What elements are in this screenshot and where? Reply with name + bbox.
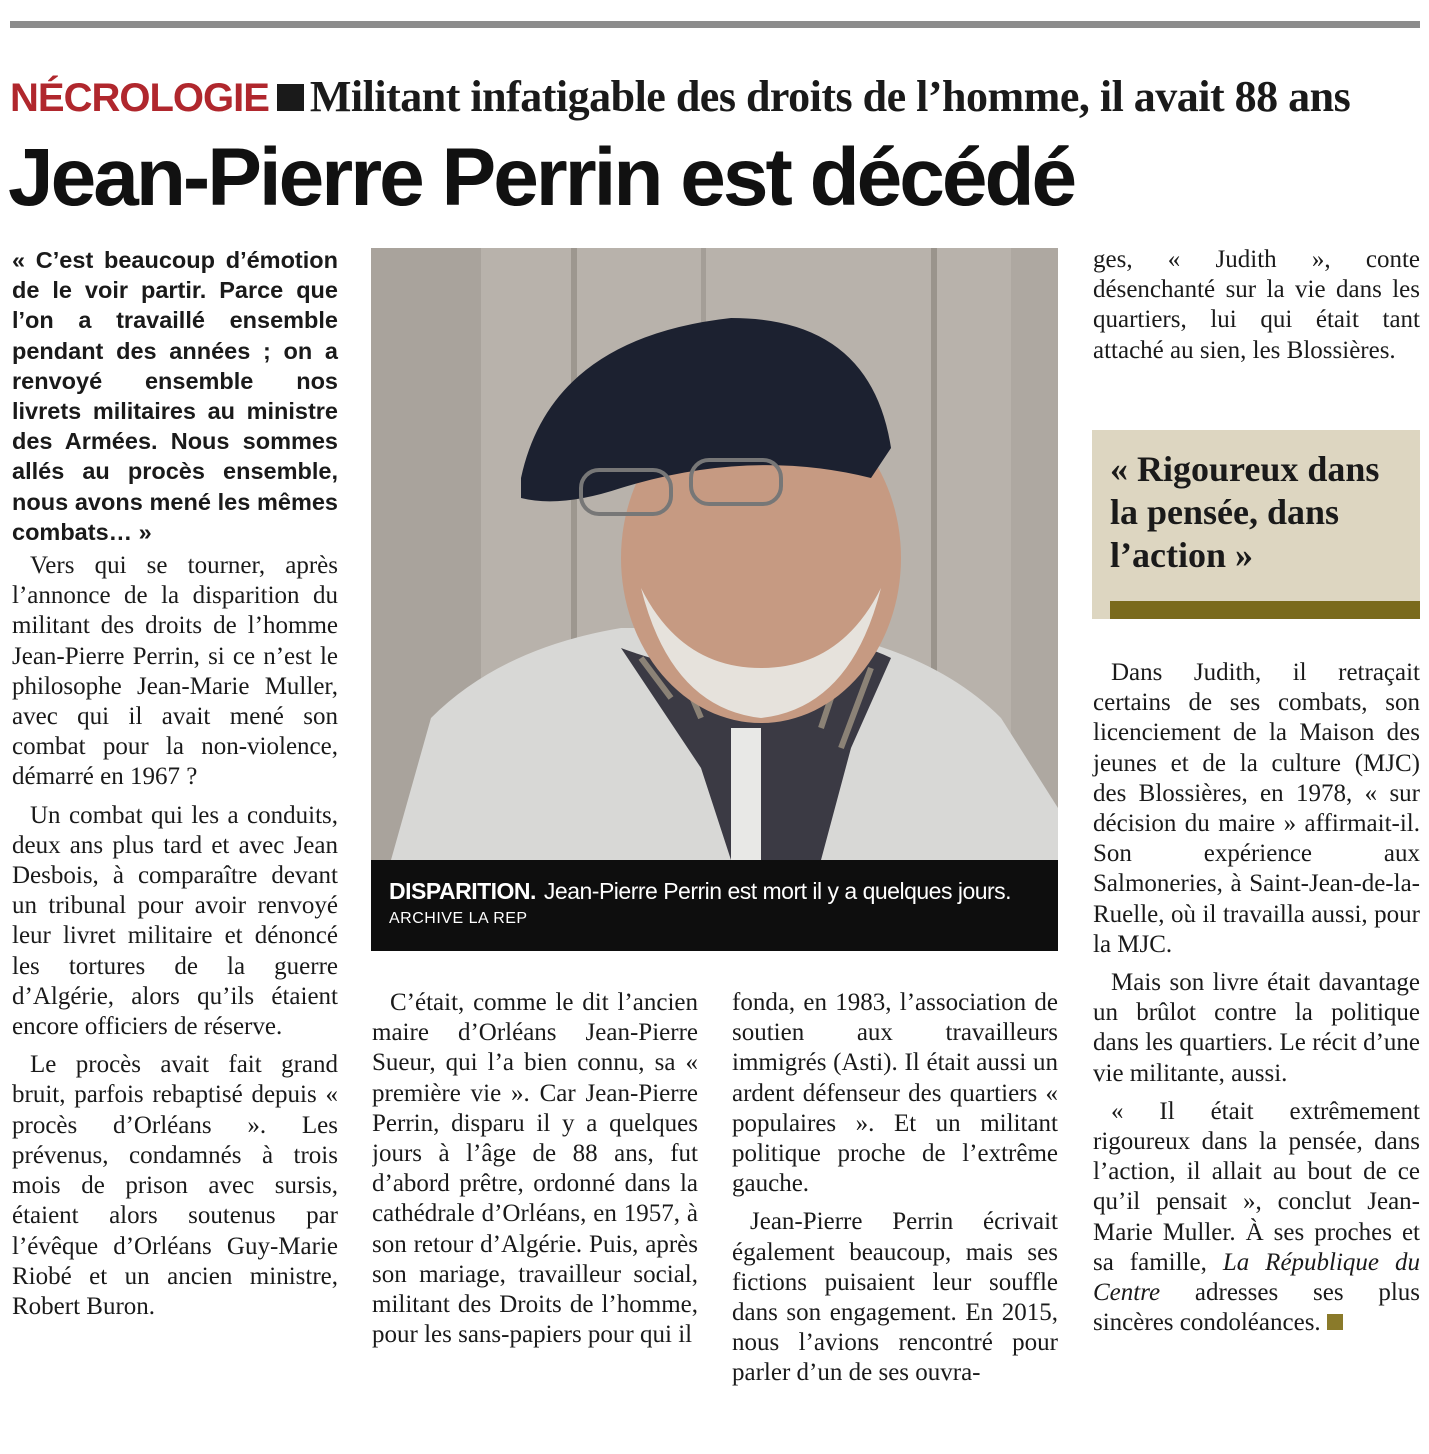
paragraph: fonda, en 1983, l’association de soutien aux travailleurs immigrés (Asti). Il était aussi un ardent défenseur des quartiers « populaires ». Et un militant politique proche de l’extrême gauche. <box>732 989 1058 1198</box>
square-bullet-icon <box>277 84 304 111</box>
caption-text: Jean-Pierre Perrin est mort il y a quelques jours. <box>543 878 1012 904</box>
caption-line <box>389 876 1049 906</box>
column-3 <box>732 988 1058 1448</box>
paragraph: C’était, comme le dit l’ancien maire d’Orléans Jean-Pierre Sueur, qui l’a bien connu, sa « première vie ». Car Jean-Pierre Perrin, disparu il y a quelques jours à l’âge de 88 ans, fut d’abord prêtre, ordonné dans la cathédrale d’Orléans, en 1957, à son retour d’Algérie. Puis, après son mariage, travailleur social, militant des Droits de l’homme, pour les sans-papiers pour qui il <box>372 989 698 1349</box>
photo-caption <box>389 876 1049 932</box>
column-4-top <box>1093 245 1420 374</box>
paragraph: Vers qui se tourner, après l’annonce de la disparition du militant des droits de l’homme Jean-Pierre Perrin, si ce n’est le philosophe Jean-Marie Muller, avec qui il avait mené son combat pour la non-violence, démarré en 1967 ? <box>12 552 338 791</box>
pull-quote <box>1092 430 1420 619</box>
photo-credit: ARCHIVE LA REP <box>389 910 528 927</box>
kicker-line <box>10 70 1420 134</box>
pull-quote-text: « Rigoureux dans la pensée, dans l’action » <box>1110 449 1380 575</box>
newspaper-name: La République du Centre <box>1093 1248 1420 1307</box>
caption-label: DISPARITION. <box>389 878 536 904</box>
column-4-bottom <box>1093 658 1420 1346</box>
portrait-illustration <box>371 248 1058 951</box>
rubric-label: NÉCROLOGIE <box>10 76 269 120</box>
paragraph: Dans Judith, il retraçait certains de ses combats, son licenciement de la Maison des jeunes et de la culture (MJC) des Blossières, en 1978, « sur décision du maire » affirmait-il. Son expérience aux Salmoneries, à Saint-Jean-de-la-Ruelle, où il travailla aussi, pour la MJC. <box>1093 659 1420 958</box>
subtitle: Militant infatigable des droits de l’homme, il avait 88 ans <box>309 72 1351 121</box>
paragraph: Mais son livre était davantage un brûlot contre la politique dans les quartiers. Le récit d’une vie militante, aussi. <box>1093 969 1420 1087</box>
final-text-end: adresses ses plus sincères condoléances. <box>1093 1279 1420 1337</box>
column-2 <box>372 988 698 1448</box>
paragraph: Un combat qui les a conduits, deux ans plus tard et avec Jean Desbois, à comparaître devant un tribunal pour avoir renvoyé leur livret militaire et dénoncé les tortures de la guerre d’Algérie, alors qu’ils étaient encore officiers de réserve. <box>12 801 338 1041</box>
paragraph: Le procès avait fait grand bruit, parfois rebaptisé depuis « procès d’Orléans ». Les prévenus, condamnés à trois mois de prison avec sursis, étaient alors soutenus par l’évêque d’Orléans Guy-Marie Riobé et un ancien ministre, Robert Buron. <box>12 1051 338 1320</box>
photo <box>371 248 1058 951</box>
final-text: « Il était extrêmement rigoureux dans la pensée, dans l’action, il allait au bout de ce qu’il pensait », conclut Jean-Marie Muller. À ses proches et sa famille, <box>1093 1097 1420 1276</box>
pull-quote-bar <box>1110 601 1420 619</box>
column-1 <box>12 245 338 1445</box>
paragraph-final <box>1093 1097 1420 1339</box>
top-rule <box>10 21 1420 28</box>
lead-quote: « C’est beaucoup d’émotion de le voir partir. Parce que l’on a travaillé ensemble pendant des années ; on a renvoyé ensemble nos livrets militaires au ministre des Armées. Nous sommes allés au procès ensemble, nous avons mené les mêmes combats… » <box>12 247 338 545</box>
headline: Jean-Pierre Perrin est décédé <box>8 132 1075 223</box>
paragraph: ges, « Judith », conte désenchanté sur la vie dans les quartiers, lui qui était tant attaché au sien, les Blossières. <box>1093 246 1420 364</box>
paragraph: Jean-Pierre Perrin écrivait également beaucoup, mais ses fictions puisaient leur souffle dans son engagement. En 2015, nous l’avions rencontré pour parler d’un de ses ouvra- <box>732 1208 1058 1387</box>
end-square-icon <box>1327 1314 1343 1330</box>
